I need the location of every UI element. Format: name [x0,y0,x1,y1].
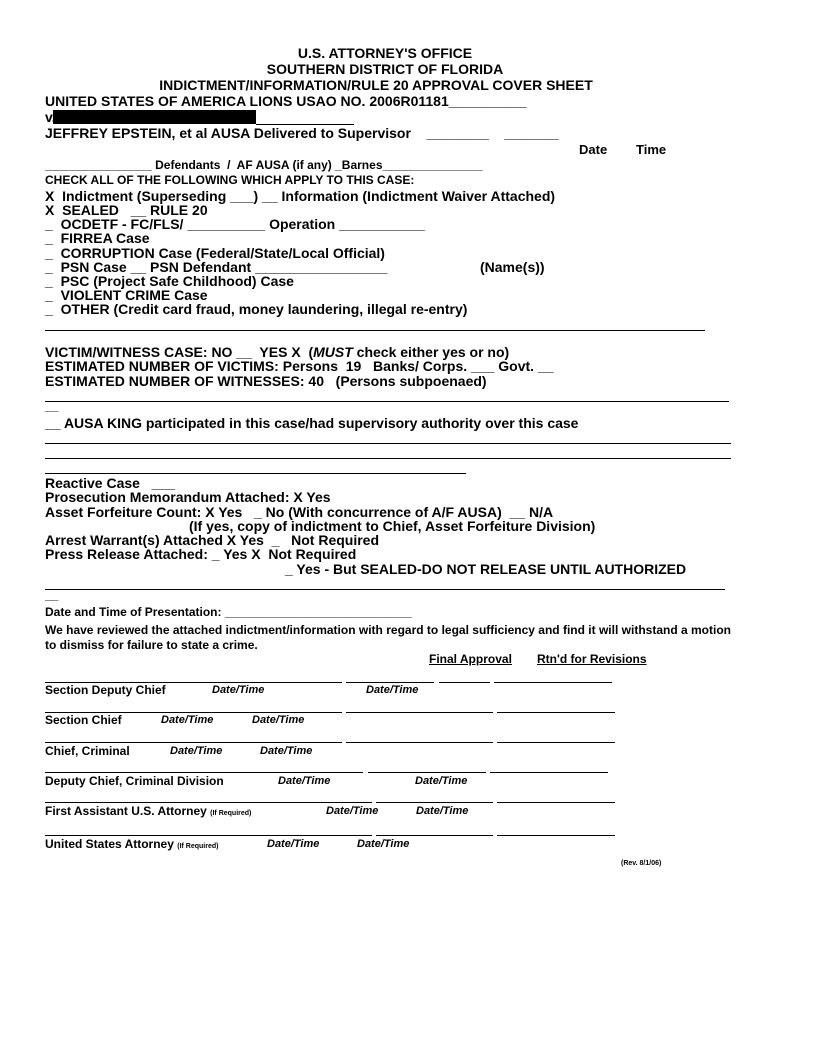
if-required-note: (If Required) [177,843,219,850]
signatory-us-attorney-label: United States Attorney [45,837,174,851]
checklist-violent-crime: _ VIOLENT CRIME Case [45,287,208,303]
header-line-3: INDICTMENT/INFORMATION/RULE 20 APPROVAL COVER SHEET [159,77,593,93]
aus-king-line: __ AUSA KING participated in this case/had supervisory authority over this case [45,415,579,431]
signature-rule [497,802,615,803]
press-release-line: Press Release Attached: _ Yes X Not Required [45,546,357,562]
signature-rule [45,835,372,836]
checklist-other: _ OTHER (Credit card fraud, money laundering, illegal re-entry) [45,301,468,317]
asset-forfeiture-note: (If yes, copy of indictment to Chief, Asset Forfeiture Division) [189,518,596,534]
checklist-ocdetf: _ OCDETF - FC/FLS/ __________ Operation ___________ [45,216,425,232]
date-time-label: Date/Time [415,775,468,787]
signature-rule [497,712,615,713]
checklist-psn: _ PSN Case __ PSN Defendant _________________ [45,259,388,275]
checklist-sealed: X SEALED __ RULE 20 [45,202,208,218]
returned-for-revisions-heading: Rtn'd for Revisions [537,652,647,666]
date-label: Date [579,142,608,157]
names-label: (Name(s)) [480,259,545,275]
date-time-label: Date/Time [357,838,410,850]
signatory-deputy-chief-criminal-division: Deputy Chief, Criminal Division [45,774,224,788]
signature-rule [368,772,486,773]
divider-rule [45,589,725,590]
checklist-indictment: X Indictment (Superseding ___) __ Information (Indictment Waiver Attached) [45,188,556,204]
signature-rule [497,742,615,743]
header-line-2: SOUTHERN DISTRICT OF FLORIDA [266,61,504,77]
divider-rule [45,473,466,474]
signature-rule [45,772,363,773]
signature-rule [494,682,612,683]
prosecution-memo-line: Prosecution Memorandum Attached: X Yes [45,489,331,505]
victim-witness-line [45,345,509,359]
divider-rule [45,458,731,459]
signature-rule [45,742,342,743]
header-line-1: U.S. ATTORNEY'S OFFICE [297,45,473,61]
signatory-first-assistant-label: First Assistant U.S. Attorney [45,804,207,818]
defendant-line: JEFFREY EPSTEIN, et al AUSA Delivered to Supervisor ________ _______ [45,125,559,141]
must-emphasis: MUST [313,344,353,360]
press-release-sealed: _ Yes - But SEALED-DO NOT RELEASE UNTIL AUTHORIZED [285,561,687,577]
if-required-note: (If Required) [210,810,252,817]
signature-rule [439,682,490,683]
redaction-bar [53,110,256,124]
signature-rule [346,742,493,743]
date-time-label: Date/Time [161,714,214,726]
signature-rule [45,802,372,803]
presentation-date-line: Date and Time of Presentation: ____________________________ [45,605,412,619]
final-approval-heading: Final Approval [429,652,512,666]
date-time-label: Date/Time [326,805,379,817]
divider-rule [45,401,729,402]
arrest-warrant-line: Arrest Warrant(s) Attached X Yes _ Not Required [45,532,380,548]
date-time-label: Date/Time [416,805,469,817]
signatory-section-deputy-chief: Section Deputy Chief [45,683,166,697]
date-time-label: Date/Time [212,684,265,696]
time-label: Time [636,142,667,157]
victim-witness-suffix: check either yes or no) [352,344,510,360]
checklist-corruption: _ CORRUPTION Case (Federal/State/Local Official) [45,245,385,261]
review-statement: We have reviewed the attached indictment/information with regard to legal sufficiency and find it will withstand a motion to dismiss for failure to state a crime. [45,623,731,652]
date-time-label: Date/Time [252,714,305,726]
check-instruction: CHECK ALL OF THE FOLLOWING WHICH APPLY TO THIS CASE: [45,173,415,187]
signature-rule [376,835,493,836]
divider-rule [45,330,705,331]
signature-rule [346,682,434,683]
signature-rule [376,802,493,803]
signature-rule [490,772,608,773]
checklist-psc: _ PSC (Project Safe Childhood) Case [45,273,294,289]
asset-forfeiture-line: Asset Forfeiture Count: X Yes _ No (With concurrence of A/F AUSA) __ N/A [45,504,554,520]
date-time-label: Date/Time [278,775,331,787]
date-time-label: Date/Time [170,745,223,757]
defendants-line: ________________ Defendants / AF AUSA (if any) _Barnes_______________ [45,158,483,172]
case-number-line: UNITED STATES OF AMERICA LIONS USAO NO. 2006R01181__________ [45,93,527,109]
revision-date: (Rev. 8/1/06) [621,860,662,867]
date-time-label: Date/Time [260,745,313,757]
witnesses-line: ESTIMATED NUMBER OF WITNESSES: 40 (Persons subpoenaed) [45,373,487,389]
signatory-united-states-attorney [45,838,218,850]
divider-rule [45,443,731,444]
signature-rule [497,835,615,836]
signatory-chief-criminal: Chief, Criminal [45,744,130,758]
victims-line: ESTIMATED NUMBER OF VICTIMS: Persons 19 Banks/ Corps. ___ Govt. __ [45,358,554,374]
date-time-label: Date/Time [366,684,419,696]
reactive-case-line: Reactive Case ___ [45,475,175,491]
versus-label: v. [45,109,56,125]
date-time-label: Date/Time [267,838,320,850]
signature-rule [346,712,493,713]
stray-dash: __ [45,399,59,413]
victim-witness-prefix: VICTIM/WITNESS CASE: NO __ YES X ( [45,344,314,360]
signatory-section-chief: Section Chief [45,713,122,727]
checklist-firrea: _ FIRREA Case [45,230,150,246]
signatory-first-assistant-us-attorney [45,805,251,817]
stray-dash: __ [45,588,59,602]
